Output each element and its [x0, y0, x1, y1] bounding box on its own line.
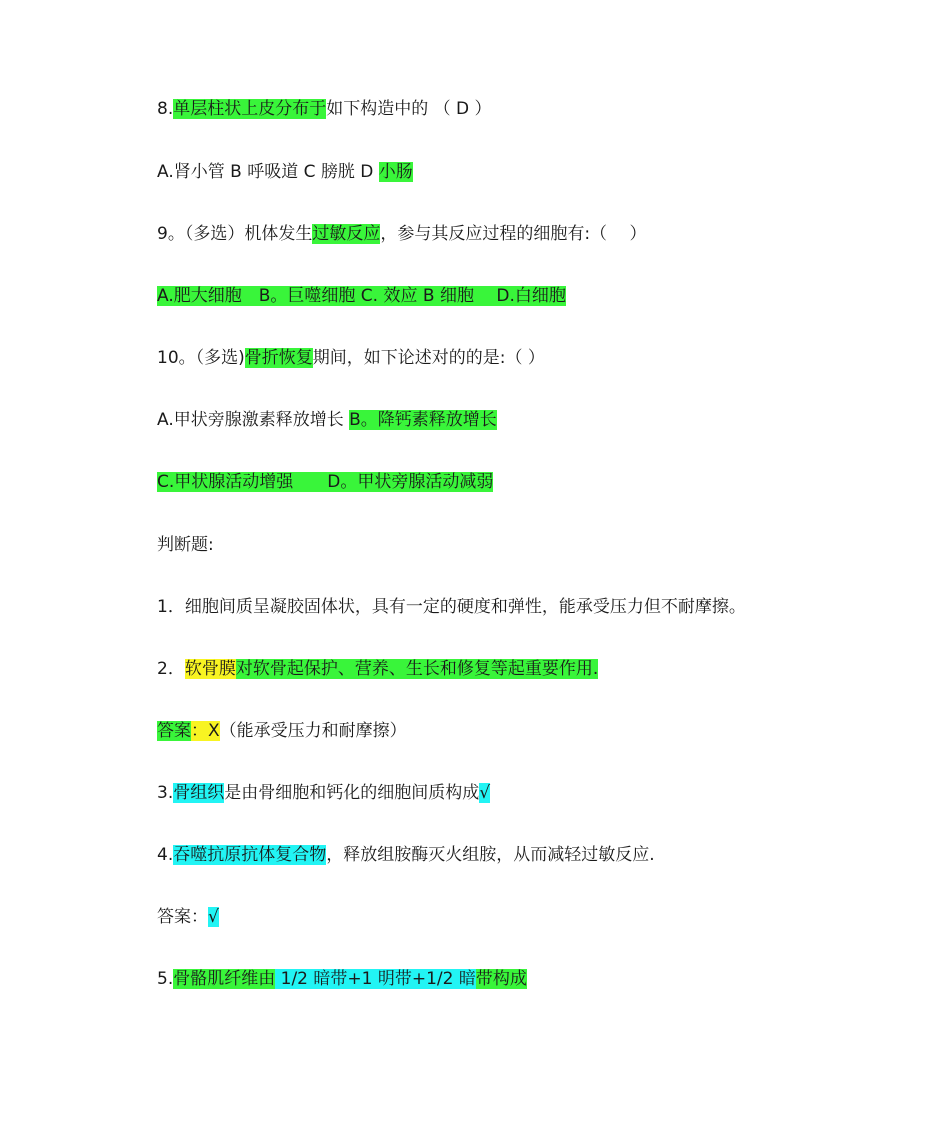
highlighted-text: 过敏反应 [312, 224, 381, 244]
text-line [157, 595, 746, 619]
text-line [157, 97, 492, 121]
highlighted-text: A.肥大细胞 B。巨噬细胞 C. 效应 B 细胞 D.白细胞 [157, 286, 566, 306]
text-line [157, 408, 497, 432]
text-line [157, 719, 407, 743]
text-line [157, 284, 566, 308]
highlighted-text: ：X [191, 721, 220, 741]
text-segment: （能承受压力和耐摩擦） [219, 721, 407, 741]
highlighted-text: 小肠 [378, 162, 413, 182]
text-segment: A.甲状旁腺激素释放增长 [157, 410, 350, 430]
text-line [157, 222, 646, 246]
highlighted-text: 吞噬抗原抗体复合物 [173, 845, 327, 865]
highlighted-text: √ [479, 783, 491, 803]
highlighted-text: 答案 [157, 721, 191, 741]
text-segment: 1．细胞间质呈凝胶固体状，具有一定的硬度和弹性，能承受压力但不耐摩擦。 [157, 597, 746, 617]
text-segment: 8. [157, 99, 174, 119]
text-line [157, 967, 527, 991]
text-segment: 9。（多选）机体发生 [157, 224, 313, 244]
highlighted-text: 骨折恢复 [244, 348, 313, 368]
text-line [157, 905, 219, 929]
text-segment: 是由骨细胞和钙化的细胞间质构成 [224, 783, 480, 803]
text-segment: 如下构造中的 （ D ） [326, 99, 492, 119]
highlighted-text: 带构成 [475, 969, 527, 989]
text-segment: A.肾小管 B 呼吸道 C 膀胱 D [157, 162, 379, 182]
highlighted-text: 单层柱状上皮分布于 [173, 99, 327, 119]
highlighted-text: 骨组织 [173, 783, 225, 803]
text-segment: ，释放组胺酶灭火组胺，从而减轻过敏反应. [326, 845, 655, 865]
text-line [157, 657, 598, 681]
text-segment: 3. [157, 783, 174, 803]
text-line [157, 843, 655, 867]
highlighted-text: √ [208, 907, 219, 927]
text-line [157, 470, 493, 494]
text-segment: ，参与其反应过程的细胞有:（ ） [380, 224, 647, 244]
text-segment: 5. [157, 969, 174, 989]
text-segment: 答案： [157, 907, 208, 927]
highlighted-text: 对软骨起保护、营养、生长和修复等起重要作用. [235, 659, 599, 679]
text-segment: 判断题: [157, 535, 214, 555]
highlighted-text: 软骨膜 [184, 659, 236, 679]
text-line [157, 533, 214, 557]
highlighted-text: C.甲状腺活动增强 D。甲状旁腺活动减弱 [157, 472, 494, 492]
text-line [157, 781, 490, 805]
highlighted-text: 1/2 暗带+1 明带+1/2 暗 [275, 969, 476, 989]
text-segment: 2． [157, 659, 185, 679]
highlighted-text: B。降钙素释放增长 [349, 410, 497, 430]
text-line [157, 160, 413, 184]
text-segment: 4. [157, 845, 174, 865]
text-segment: 期间，如下论述对的的是:（ ） [312, 348, 545, 368]
text-line [157, 346, 545, 370]
highlighted-text: 骨骼肌纤维由 [173, 969, 276, 989]
text-segment: 10。（多选) [157, 348, 245, 368]
